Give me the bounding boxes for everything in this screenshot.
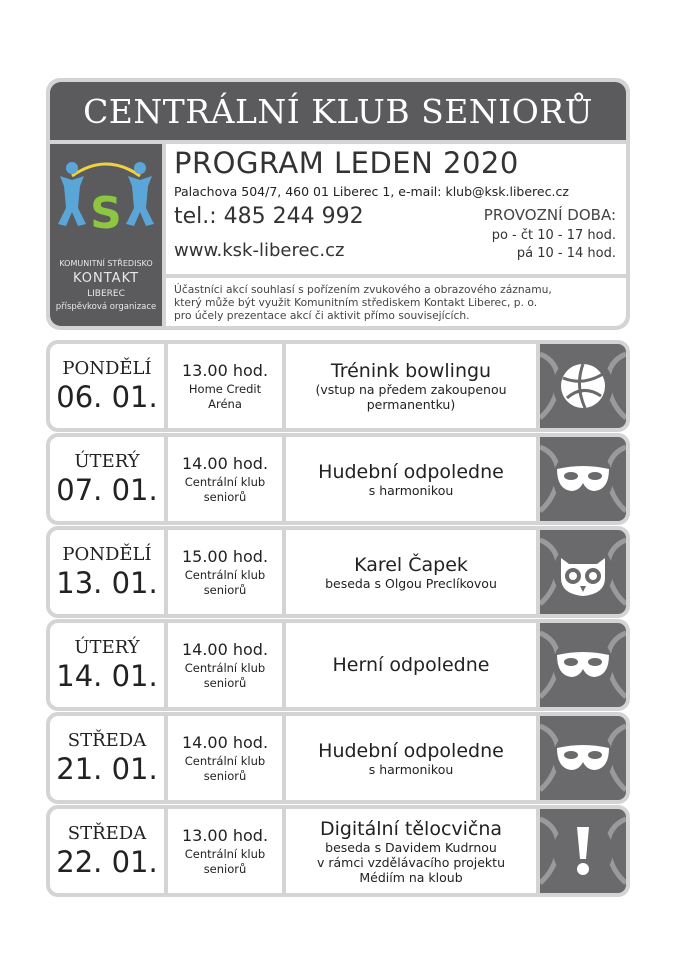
notice-line: který může být využit Komunitním střediskem Kontakt Liberec, p. o. — [174, 296, 538, 309]
owl-icon — [553, 542, 613, 602]
event-place-line: Home Credit — [188, 381, 262, 396]
event-title: Trénink bowlingu — [330, 360, 492, 382]
event-time: 13.00 hod. — [181, 360, 269, 380]
event-time-cell — [168, 344, 282, 428]
event-day-cell — [50, 809, 164, 893]
event-time-cell — [168, 530, 282, 614]
logo-line-4: příspěvková organizace — [55, 302, 157, 312]
notice-line: pro účely prezentace akcí či aktivit přímo souvisejících. — [174, 309, 470, 322]
event-time: 15.00 hod. — [181, 546, 269, 566]
event-weekday: ÚTERÝ — [74, 637, 140, 658]
mask-icon — [553, 728, 613, 788]
event-place-line: Aréna — [208, 396, 242, 411]
event-time-cell — [168, 809, 282, 893]
consent-notice — [166, 278, 626, 326]
header-card — [46, 78, 630, 330]
address: Palachova 504/7, 460 01 Liberec 1, e-mail: klub@ksk.liberec.cz — [174, 184, 569, 199]
event-date: 22. 01. — [56, 845, 158, 879]
event-icon-cell — [540, 344, 626, 428]
event-title: Digitální tělocvična — [319, 817, 503, 840]
event-title: Karel Čapek — [354, 553, 468, 576]
event-time-cell — [168, 716, 282, 800]
event-row — [46, 433, 630, 525]
event-time: 14.00 hod. — [181, 732, 269, 752]
opening-hours-weekdays: po - čt 10 - 17 hod. — [491, 228, 616, 243]
event-row — [46, 619, 630, 711]
program-title: PROGRAM LEDEN 2020 — [174, 146, 519, 180]
event-row — [46, 340, 630, 432]
svg-text:S: S — [90, 188, 122, 239]
event-row — [46, 526, 630, 618]
program-info — [166, 144, 626, 274]
event-icon-cell — [540, 809, 626, 893]
event-description-cell — [286, 809, 536, 893]
event-place-line: seniorů — [203, 861, 247, 876]
event-title: Hudební odpoledne — [318, 739, 504, 762]
event-description-cell — [286, 437, 536, 521]
event-subtitle: s harmonikou — [368, 482, 454, 498]
event-icon-cell — [540, 530, 626, 614]
event-description-cell — [286, 623, 536, 707]
event-time-cell — [168, 437, 282, 521]
opening-hours-friday: pá 10 - 14 hod. — [516, 246, 616, 261]
website: www.ksk-liberec.cz — [174, 240, 345, 261]
opening-hours-label: PROVOZNÍ DOBA: — [483, 206, 616, 224]
logo-line-2: KONTAKT — [72, 271, 140, 286]
club-title: CENTRÁLNÍ KLUB SENIORŮ — [50, 82, 626, 140]
event-weekday: STŘEDA — [67, 730, 147, 751]
event-subtitle: (vstup na předem zakoupenou — [315, 382, 507, 397]
event-subtitle: permanentku) — [366, 397, 456, 412]
event-weekday: ÚTERÝ — [74, 451, 140, 472]
mask-icon — [553, 449, 613, 509]
event-place-line: seniorů — [203, 675, 247, 690]
ball-icon — [553, 356, 613, 416]
event-day-cell — [50, 344, 164, 428]
event-description-cell — [286, 344, 536, 428]
event-place-line: Centrální klub — [184, 474, 266, 489]
logo — [50, 144, 162, 326]
event-date: 14. 01. — [56, 659, 158, 693]
event-subtitle: Médiím na kloub — [359, 869, 463, 885]
event-icon-cell — [540, 437, 626, 521]
notice-line: Účastníci akcí souhlasí s pořízením zvukového a obrazového záznamu, — [174, 283, 552, 296]
event-day-cell — [50, 623, 164, 707]
event-icon-cell — [540, 716, 626, 800]
event-place-line: Centrální klub — [184, 660, 266, 675]
mask-icon — [553, 635, 613, 695]
event-date: 07. 01. — [56, 473, 158, 507]
event-place — [189, 382, 261, 412]
event-weekday: PONDĚLÍ — [62, 544, 152, 565]
event-date: 13. 01. — [56, 566, 158, 600]
logo-line-3: LIBEREC — [87, 289, 125, 299]
event-subtitle: beseda s Davidem Kudrnou — [325, 839, 497, 855]
phone: tel.: 485 244 992 — [174, 204, 364, 229]
exclamation-icon — [553, 821, 613, 881]
event-row — [46, 805, 630, 897]
event-title: Hudební odpoledne — [318, 460, 504, 483]
event-day-cell — [50, 530, 164, 614]
event-date: 06. 01. — [56, 380, 158, 414]
event-time: 14.00 hod. — [181, 453, 269, 473]
event-description-cell — [286, 716, 536, 800]
event-place — [185, 661, 265, 691]
event-place-line: Centrální klub — [184, 846, 266, 861]
event-description-cell — [286, 530, 536, 614]
event-subtitle: s harmonikou — [368, 761, 454, 777]
event-time: 13.00 hod. — [181, 825, 269, 845]
event-row — [46, 712, 630, 804]
event-place-line: seniorů — [203, 489, 247, 504]
event-place — [185, 847, 265, 877]
event-place-line: Centrální klub — [184, 753, 266, 768]
event-place — [185, 754, 265, 784]
event-weekday: PONDĚLÍ — [62, 358, 152, 379]
event-place-line: Centrální klub — [184, 567, 266, 582]
event-place — [185, 475, 265, 505]
event-place — [185, 568, 265, 598]
event-subtitle: v rámci vzdělávacího projektu — [316, 854, 505, 870]
logo-line-1: KOMUNITNÍ STŘEDISKO — [59, 259, 153, 268]
event-subtitle: beseda s Olgou Preclíkovou — [325, 575, 497, 591]
event-time-cell — [168, 623, 282, 707]
event-date: 21. 01. — [56, 752, 158, 786]
event-place-line: seniorů — [203, 768, 247, 783]
event-icon-cell — [540, 623, 626, 707]
event-day-cell — [50, 437, 164, 521]
event-time: 14.00 hod. — [181, 639, 269, 659]
event-title: Herní odpoledne — [332, 654, 490, 676]
logo-figures-icon — [50, 146, 162, 254]
event-place-line: seniorů — [203, 582, 247, 597]
event-day-cell — [50, 716, 164, 800]
event-weekday: STŘEDA — [67, 823, 147, 844]
